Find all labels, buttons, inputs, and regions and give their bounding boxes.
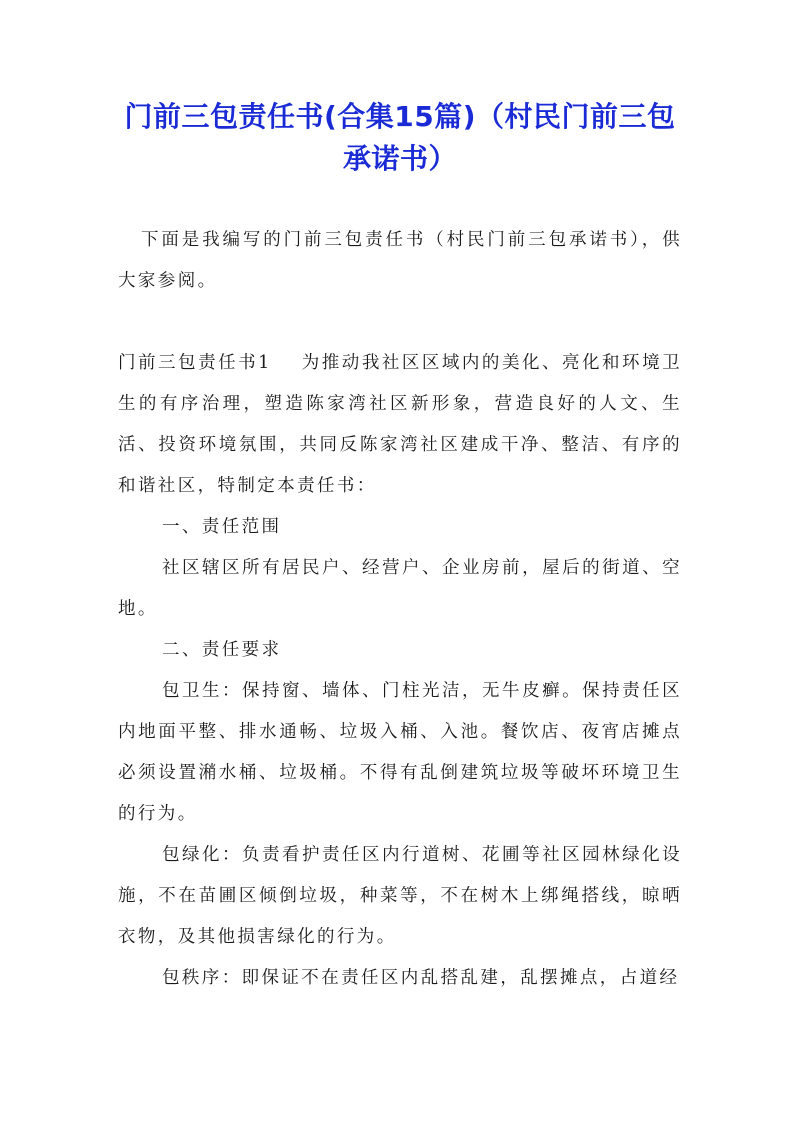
heading-responsibility-requirements: 二、责任要求 [162,640,282,660]
heading-responsibility-scope: 一、责任范围 [162,517,282,537]
section-1-label: 门前三包责任书1 [118,353,272,373]
paragraph-scope: 社区辖区所有居民户、经营户、企业房前，屋后的街道、空地。 [118,558,682,619]
document-title: 门前三包责任书(合集15篇)（村民门前三包承诺书） [124,100,676,175]
paragraph-greening: 包绿化：负责看护责任区内行道树、花圃等社区园林绿化设施，不在苗圃区倾倒垃圾，种菜等，不在树木上绑绳搭线，晾晒衣物，及其他损害绿化的行为。 [118,845,682,947]
paragraph-sanitation: 包卫生：保持窗、墙体、门柱光洁，无牛皮癣。保持责任区内地面平整、排水通畅、垃圾入桶、入池。餐饮店、夜宵店摊点必须设置潲水桶、垃圾桶。不得有乱倒建筑垃圾等破坏环境卫生的行为。 [118,681,682,824]
section-1-text: 为推动我社区区域内的美化、亮化和环境卫生的有序治理，塑造陈家湾社区新形象，营造良好的人文、生活、投资环境氛围，共同反陈家湾社区建成干净、整洁、有序的和谐社区，特制定本责任书： [118,353,682,496]
section-1-paragraph [118,343,682,507]
intro-paragraph: 下面是我编写的门前三包责任书（村民门前三包承诺书），供大家参阅。 [118,230,682,291]
paragraph-order: 包秩序：即保证不在责任区内乱搭乱建，乱摆摊点，占道经 [162,968,680,988]
